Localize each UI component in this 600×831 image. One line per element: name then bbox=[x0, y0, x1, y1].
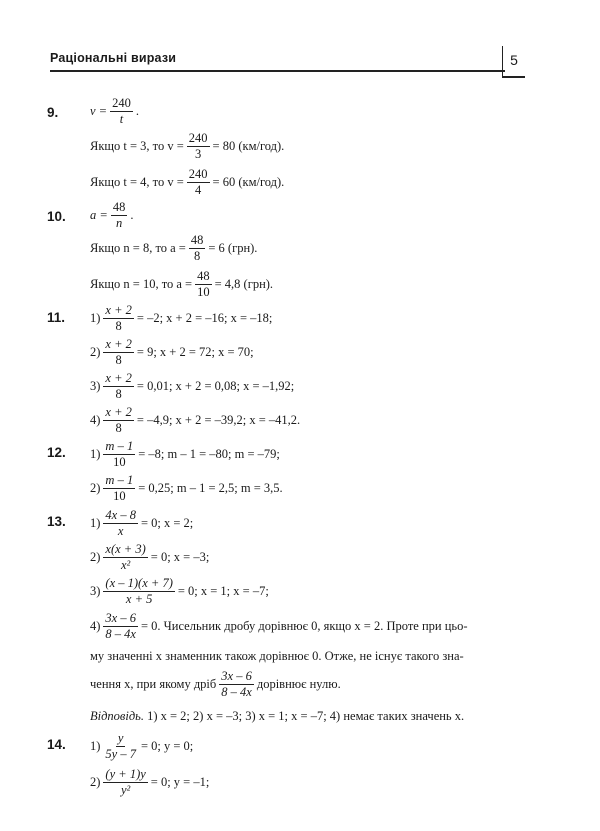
denominator: x bbox=[117, 524, 124, 539]
answer-label: Відповідь. bbox=[90, 709, 144, 723]
fraction bbox=[103, 732, 138, 761]
formula-suffix: = 0; y = –1; bbox=[150, 775, 210, 790]
answer-line bbox=[90, 709, 464, 724]
formula-line bbox=[90, 132, 284, 161]
formula-line bbox=[90, 670, 341, 699]
fraction bbox=[103, 372, 133, 401]
formula-suffix: = –8; m – 1 = –80; m = –79; bbox=[138, 447, 280, 462]
item-label: 4) bbox=[90, 619, 101, 634]
formula-line bbox=[90, 338, 254, 367]
fraction bbox=[103, 338, 133, 367]
fraction bbox=[103, 440, 135, 469]
denominator: 8 bbox=[193, 249, 201, 264]
denominator: x² bbox=[120, 558, 131, 573]
paragraph-text: му значенні x знаменник також дорівнює 0. Отже, не існує такого зна- bbox=[90, 649, 464, 663]
formula-suffix: = 4,8 (грн). bbox=[214, 277, 274, 292]
text-line bbox=[90, 649, 464, 664]
numerator: 240 bbox=[110, 97, 133, 112]
fraction bbox=[103, 304, 133, 333]
formula-line bbox=[90, 168, 284, 197]
formula-suffix: . bbox=[135, 104, 139, 119]
formula-prefix: Якщо t = 4, то v = bbox=[90, 175, 184, 190]
formula-suffix: . bbox=[130, 208, 134, 223]
item-label: 1) bbox=[90, 311, 101, 326]
page-header bbox=[50, 46, 525, 78]
problem-number: 10. bbox=[47, 209, 66, 224]
formula-line bbox=[90, 732, 193, 761]
formula-suffix: = 0; x = –3; bbox=[150, 550, 210, 565]
fraction bbox=[111, 201, 128, 230]
numerator: (y + 1)y bbox=[103, 768, 147, 783]
denominator: 10 bbox=[113, 489, 126, 504]
formula-line bbox=[90, 372, 294, 401]
section-title: Раціональні вирази bbox=[50, 51, 177, 65]
numerator: 4x – 8 bbox=[103, 509, 138, 524]
formula-suffix: дорівнює нулю. bbox=[256, 677, 341, 692]
formula-prefix: a = bbox=[90, 208, 108, 223]
formula-suffix: = 0; x = 1; x = –7; bbox=[177, 584, 269, 599]
denominator: 8 bbox=[115, 353, 122, 368]
problem-number: 13. bbox=[47, 514, 66, 529]
item-label: 1) bbox=[90, 739, 101, 754]
formula-line bbox=[90, 440, 280, 469]
numerator: 240 bbox=[187, 132, 210, 147]
numerator: x + 2 bbox=[103, 304, 133, 319]
item-label: 2) bbox=[90, 481, 101, 496]
answer-text: 1) x = 2; 2) x = –3; 3) x = 1; x = –7; 4) немає таких значень x. bbox=[143, 709, 465, 723]
numerator: x + 2 bbox=[103, 372, 133, 387]
fraction bbox=[195, 270, 212, 299]
denominator: 4 bbox=[195, 183, 202, 198]
item-label: 2) bbox=[90, 550, 101, 565]
formula-line bbox=[90, 270, 273, 299]
numerator: 240 bbox=[187, 168, 210, 183]
fraction bbox=[219, 670, 254, 699]
denominator: 8 – 4x bbox=[105, 627, 136, 642]
denominator: n bbox=[115, 216, 123, 231]
denominator: 8 bbox=[115, 421, 122, 436]
formula-line bbox=[90, 201, 133, 230]
denominator: 8 bbox=[115, 387, 122, 402]
problem-number: 14. bbox=[47, 737, 66, 752]
fraction bbox=[103, 474, 135, 503]
denominator: x + 5 bbox=[125, 592, 153, 607]
problem-number: 12. bbox=[47, 445, 66, 460]
fraction bbox=[103, 768, 147, 797]
formula-suffix: = 9; x + 2 = 72; x = 70; bbox=[136, 345, 254, 360]
fraction bbox=[187, 168, 210, 197]
numerator: 48 bbox=[189, 234, 206, 249]
formula-suffix: = 6 (грн). bbox=[208, 241, 258, 256]
denominator: 3 bbox=[195, 147, 202, 162]
denominator: 8 – 4x bbox=[221, 685, 252, 700]
fraction bbox=[103, 612, 138, 641]
formula-suffix: = –4,9; x + 2 = –39,2; x = –41,2. bbox=[136, 413, 301, 428]
numerator: x(x + 3) bbox=[103, 543, 147, 558]
page-number: 5 bbox=[502, 46, 525, 78]
formula-line bbox=[90, 768, 209, 797]
item-label: 3) bbox=[90, 584, 101, 599]
formula-suffix: = 60 (км/год). bbox=[212, 175, 285, 190]
numerator: (x – 1)(x + 7) bbox=[103, 577, 174, 592]
formula-prefix: Якщо n = 8, то a = bbox=[90, 241, 186, 256]
fraction bbox=[103, 406, 133, 435]
formula-prefix: Якщо n = 10, то a = bbox=[90, 277, 193, 292]
formula-suffix: = 80 (км/год). bbox=[212, 139, 285, 154]
numerator: 3x – 6 bbox=[103, 612, 138, 627]
formula-prefix: v = bbox=[90, 104, 108, 119]
problem-number: 11. bbox=[47, 310, 66, 325]
fraction bbox=[189, 234, 206, 263]
formula-line bbox=[90, 406, 300, 435]
formula-suffix: = 0; y = 0; bbox=[140, 739, 194, 754]
fraction bbox=[187, 132, 210, 161]
formula-suffix: = 0. Чисельник дробу дорівнює 0, якщо x = 2. Проте при цьо- bbox=[140, 619, 468, 634]
numerator: 3x – 6 bbox=[219, 670, 254, 685]
item-label: 1) bbox=[90, 516, 101, 531]
formula-line bbox=[90, 304, 272, 333]
numerator: x + 2 bbox=[103, 406, 133, 421]
item-label: 2) bbox=[90, 775, 101, 790]
problem-number: 9. bbox=[47, 105, 59, 120]
formula-suffix: = 0,01; x + 2 = 0,08; x = –1,92; bbox=[136, 379, 295, 394]
fraction bbox=[103, 509, 138, 538]
denominator: y² bbox=[120, 783, 131, 798]
item-label: 1) bbox=[90, 447, 101, 462]
item-label: 2) bbox=[90, 345, 101, 360]
formula-line bbox=[90, 509, 193, 538]
numerator: m – 1 bbox=[103, 474, 135, 489]
denominator: 10 bbox=[113, 455, 126, 470]
formula-suffix: = 0; x = 2; bbox=[140, 516, 194, 531]
numerator: x + 2 bbox=[103, 338, 133, 353]
item-label: 4) bbox=[90, 413, 101, 428]
formula-line bbox=[90, 543, 209, 572]
numerator: 48 bbox=[111, 201, 128, 216]
denominator: 10 bbox=[197, 285, 210, 300]
header-rule bbox=[50, 70, 505, 72]
formula-prefix: Якщо t = 3, то v = bbox=[90, 139, 184, 154]
formula-line bbox=[90, 612, 468, 641]
denominator: 8 bbox=[115, 319, 122, 334]
fraction bbox=[103, 577, 174, 606]
formula-line bbox=[90, 97, 139, 126]
formula-suffix: = 0,25; m – 1 = 2,5; m = 3,5. bbox=[138, 481, 283, 496]
formula-prefix: чення x, при якому дріб bbox=[90, 677, 217, 692]
numerator: 48 bbox=[195, 270, 212, 285]
item-label: 3) bbox=[90, 379, 101, 394]
formula-line bbox=[90, 577, 269, 606]
denominator: t bbox=[119, 112, 124, 127]
numerator: m – 1 bbox=[103, 440, 135, 455]
formula-line bbox=[90, 474, 283, 503]
fraction bbox=[110, 97, 133, 126]
denominator: 5y – 7 bbox=[105, 747, 136, 762]
fraction bbox=[103, 543, 147, 572]
numerator: y bbox=[116, 732, 126, 747]
formula-suffix: = –2; x + 2 = –16; x = –18; bbox=[136, 311, 273, 326]
formula-line bbox=[90, 234, 257, 263]
